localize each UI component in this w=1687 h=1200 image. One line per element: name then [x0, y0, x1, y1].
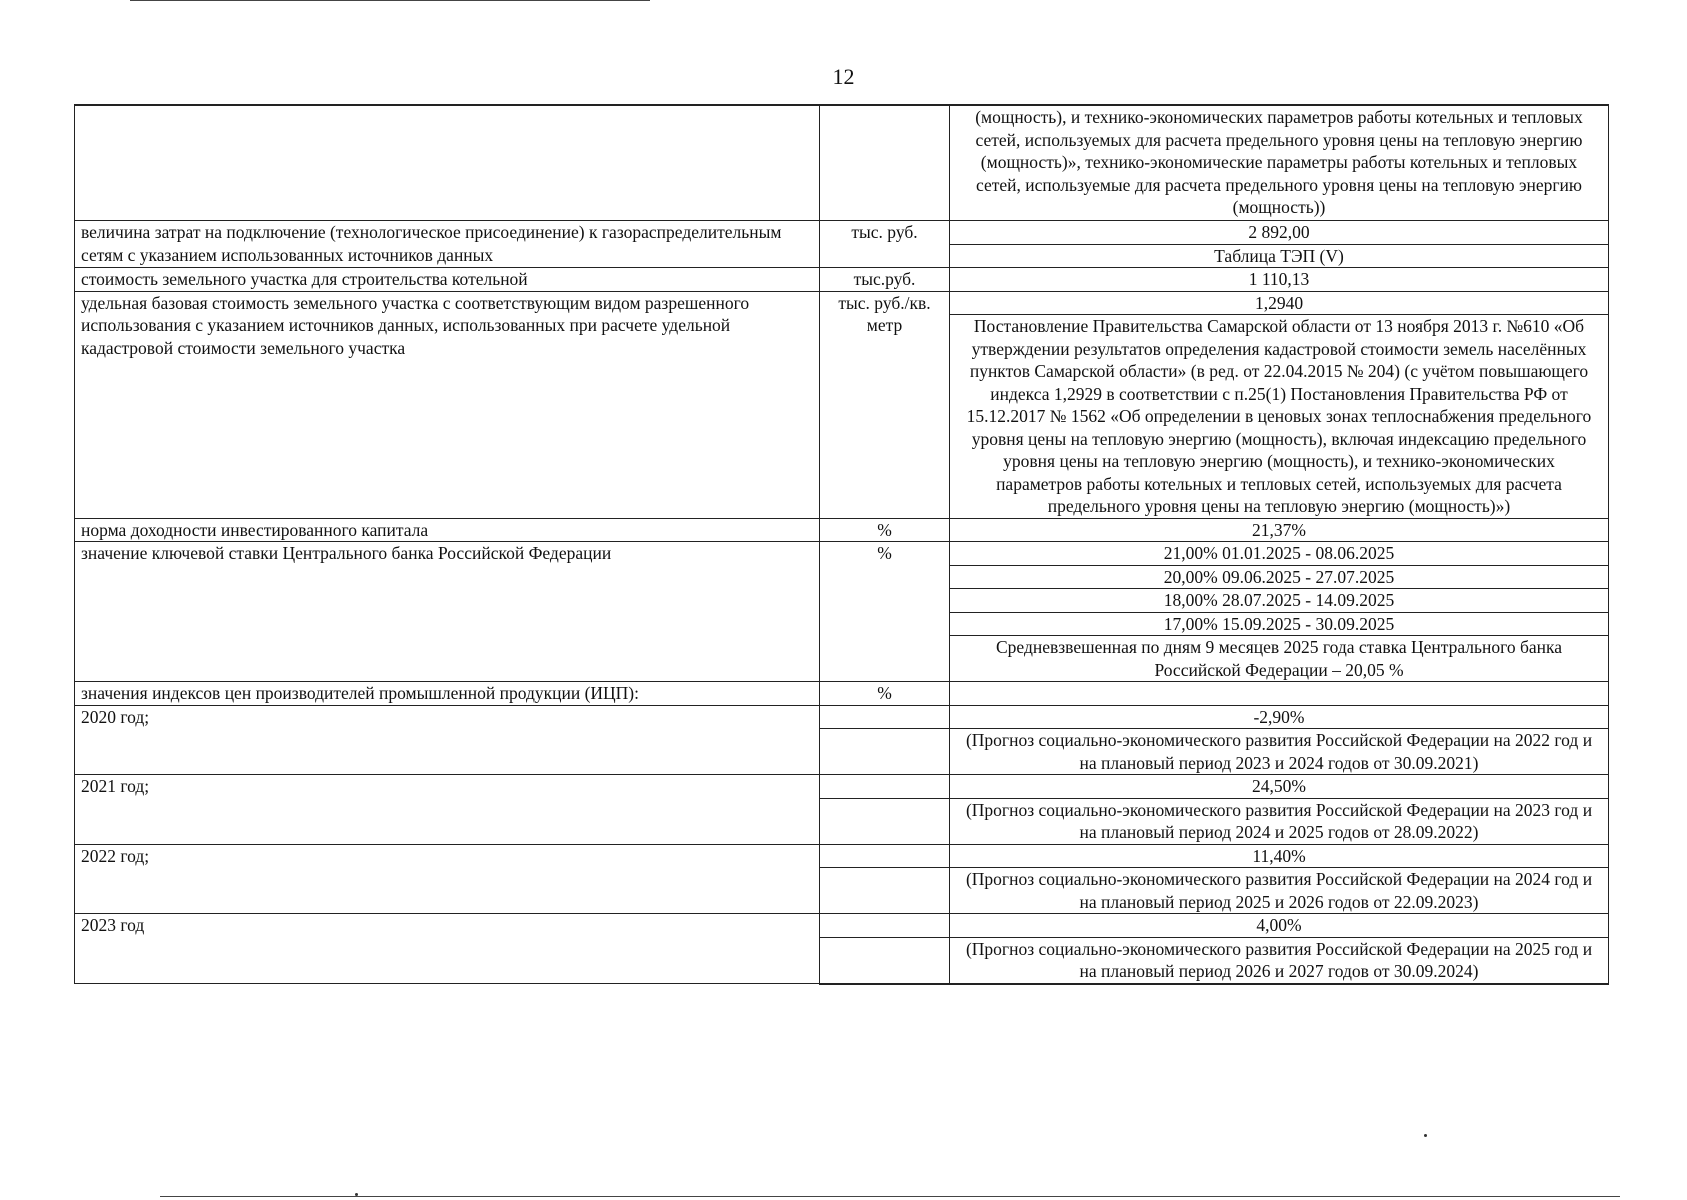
- param-cell: норма доходности инвестированного капитала: [75, 518, 820, 542]
- value-cell: 11,40%: [950, 844, 1609, 868]
- table-row: [75, 105, 1609, 221]
- value-cell: (мощность), и технико-экономических параметров работы котельных и тепловых сетей, используемых для расчета предельного уровня цены на тепловую энергию (мощность)», технико-экономические параметры работы котельных и тепловых сетей, используемые для расчета предельного уровня цены на тепловую энергию (мощность)): [950, 105, 1609, 221]
- scan-edge-top: [130, 0, 650, 1]
- table-row: [75, 914, 1609, 938]
- year-cell: 2020 год;: [75, 705, 820, 775]
- source-cell: (Прогноз социально-экономического развития Российской Федерации на 2022 год и на плановый период 2023 и 2024 годов от 30.09.2021): [950, 729, 1609, 775]
- unit-cell: [820, 705, 950, 729]
- page-number: 12: [832, 64, 855, 89]
- source-cell: (Прогноз социально-экономического развития Российской Федерации на 2025 год и на плановый период 2026 и 2027 годов от 30.09.2024): [950, 937, 1609, 984]
- scan-speck: [355, 1193, 358, 1196]
- source-cell: (Прогноз социально-экономического развития Российской Федерации на 2023 год и на плановый период 2024 и 2025 годов от 28.09.2022): [950, 798, 1609, 844]
- unit-cell: [820, 798, 950, 844]
- value-cell: 21,37%: [950, 518, 1609, 542]
- unit-cell: тыс.руб.: [820, 268, 950, 292]
- value-cell: 2 892,00: [950, 221, 1609, 245]
- rate-period-cell: 21,00% 01.01.2025 - 08.06.2025: [950, 542, 1609, 566]
- unit-cell: [820, 914, 950, 938]
- table-row: [75, 542, 1609, 566]
- year-cell: 2023 год: [75, 914, 820, 984]
- value-cell: 1 110,13: [950, 268, 1609, 292]
- source-cell: (Прогноз социально-экономического развития Российской Федерации на 2024 год и на плановый период 2025 и 2026 годов от 22.09.2023): [950, 868, 1609, 914]
- table-row: [75, 291, 1609, 315]
- rate-period-cell: 20,00% 09.06.2025 - 27.07.2025: [950, 565, 1609, 589]
- value-cell: -2,90%: [950, 705, 1609, 729]
- rate-period-cell: 18,00% 28.07.2025 - 14.09.2025: [950, 589, 1609, 613]
- unit-cell: [820, 105, 950, 221]
- table-row: [75, 518, 1609, 542]
- unit-cell: [820, 775, 950, 799]
- parameters-table: [74, 104, 1609, 985]
- unit-cell: [820, 844, 950, 868]
- table-row: [75, 268, 1609, 292]
- unit-cell: %: [820, 682, 950, 706]
- param-cell: стоимость земельного участка для строительства котельной: [75, 268, 820, 292]
- value-cell: 1,2940: [950, 291, 1609, 315]
- year-cell: 2022 год;: [75, 844, 820, 914]
- unit-cell: тыс. руб./кв. метр: [820, 291, 950, 518]
- source-cell: Постановление Правительства Самарской области от 13 ноября 2013 г. №610 «Об утверждении результатов определения кадастровой стоимости земель населённых пунктов Самарской области» (в ред. от 22.04.2015 № 204) (с учётом повышающего индекса 1,2929 в соответствии с п.25(1) Постановления Правительства РФ от 15.12.2017 № 1562 «Об определении в ценовых зонах теплоснабжения предельного уровня цены на тепловую энергию (мощность), включая индексацию предельного уровня цены на тепловую энергию (мощность), и технико-экономических параметров работы котельных и тепловых сетей, используемых для расчета предельного уровня цены на тепловую энергию (мощность)»): [950, 315, 1609, 519]
- table-row: [75, 682, 1609, 706]
- unit-cell: %: [820, 518, 950, 542]
- param-cell: значения индексов цен производителей промышленной продукции (ИЦП):: [75, 682, 820, 706]
- year-cell: 2021 год;: [75, 775, 820, 845]
- table-row: [75, 844, 1609, 868]
- value-cell: 4,00%: [950, 914, 1609, 938]
- scan-speck: [1424, 1134, 1427, 1137]
- table-row: [75, 221, 1609, 245]
- rate-period-cell: 17,00% 15.09.2025 - 30.09.2025: [950, 612, 1609, 636]
- scan-edge-bottom: [160, 1196, 1620, 1197]
- unit-cell: тыс. руб.: [820, 221, 950, 268]
- value-cell: [950, 682, 1609, 706]
- rate-average-cell: Средневзвешенная по дням 9 месяцев 2025 года ставка Центрального банка Российской Федерации – 20,05 %: [950, 636, 1609, 682]
- param-cell: величина затрат на подключение (технологическое присоединение) к газораспределительным сетям с указанием использованных источников данных: [75, 221, 820, 268]
- unit-cell: %: [820, 542, 950, 682]
- param-cell: удельная базовая стоимость земельного участка с соответствующим видом разрешенного использования с указанием источников данных, использованных при расчете удельной кадастровой стоимости земельного участка: [75, 291, 820, 518]
- source-cell: Таблица ТЭП (V): [950, 244, 1609, 268]
- unit-cell: [820, 729, 950, 775]
- table-row: [75, 775, 1609, 799]
- unit-cell: [820, 868, 950, 914]
- unit-cell: [820, 937, 950, 984]
- value-cell: 24,50%: [950, 775, 1609, 799]
- table-row: [75, 705, 1609, 729]
- param-cell: [75, 105, 820, 221]
- param-cell: значение ключевой ставки Центрального банка Российской Федерации: [75, 542, 820, 682]
